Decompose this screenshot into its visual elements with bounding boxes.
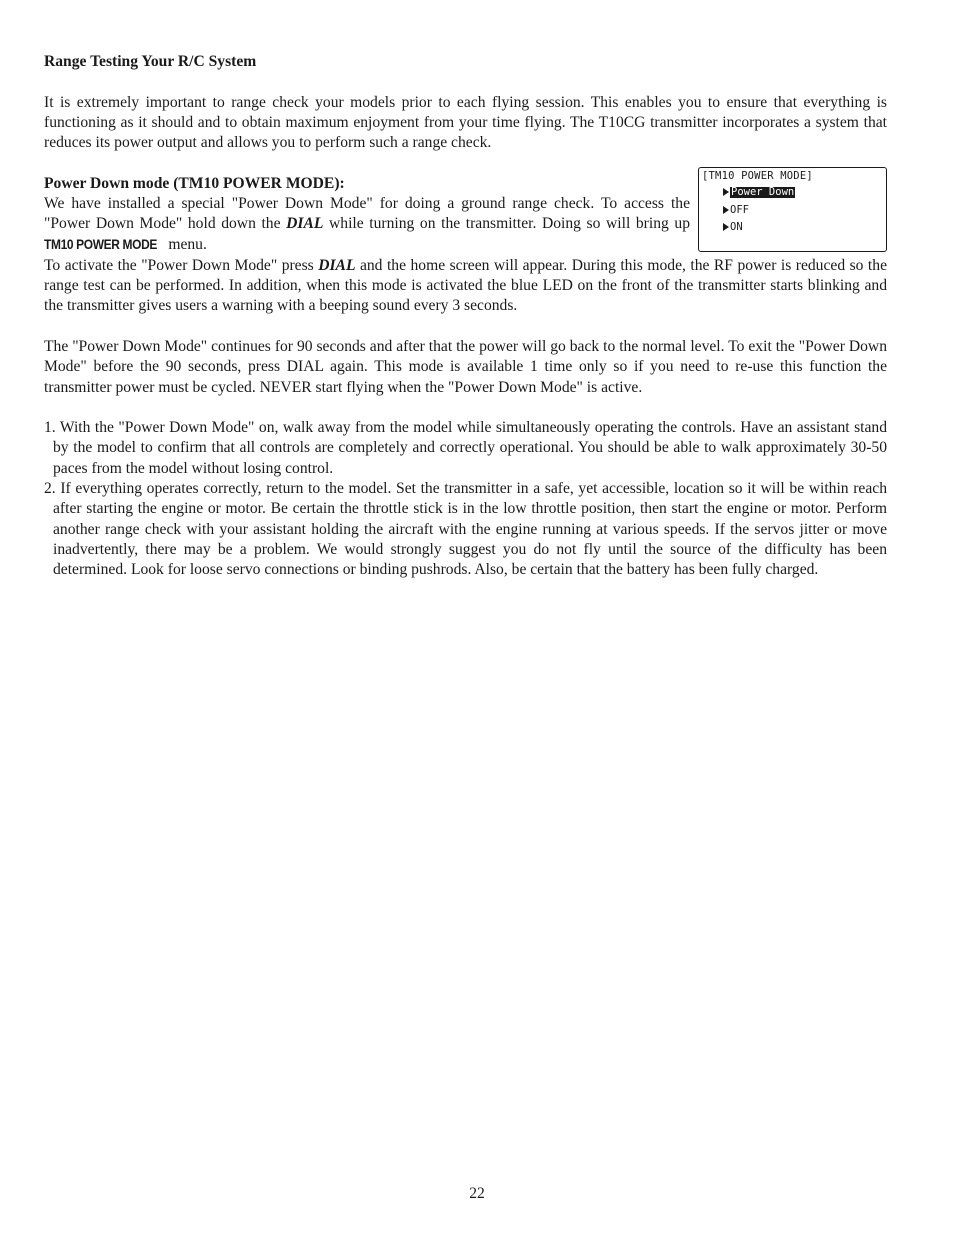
page-content (44, 52, 887, 581)
list-item: 1. With the "Power Down Mode" on, walk away from the model while simultaneously operating the controls. Have an assistant stand by the model to confirm that all controls are completely and correctly operational. You should be able to walk approximately 30-50 paces from the model without losing control. (44, 419, 887, 477)
lcd-title: [TM10 POWER MODE] (702, 169, 813, 182)
activate-text-1: To activate the "Power Down Mode" press (44, 256, 319, 274)
range-check-steps (44, 418, 887, 580)
continues-paragraph: The "Power Down Mode" continues for 90 seconds and after that the power will go back to the normal level. To exit the "Power Down Mode" before the 90 seconds, press DIAL again. This mode is available 1 time only so if you need to re-use this function the transmitter power must be cycled. NEVER start flying when the "Power Down Mode" is active. (44, 337, 887, 396)
lcd-item-power-down (723, 187, 795, 198)
list-item: 2. If everything operates correctly, return to the model. Set the transmitter in a safe, yet accessible, location so it will be within reach after starting the engine or motor. Be certain the throttle stick is in the low throttle position, then start the engine or motor. Perform another range check with your assistant holding the aircraft with the engine running at various speeds. If the servos jitter or move inadvertently, there may be a problem. We would strongly suggest you do not fly until the source of the difficulty has been determined. Look for loose servo connections or binding pushrods. Also, be certain that the battery has been fully charged. (44, 480, 887, 579)
dial-keyword: DIAL (286, 215, 324, 233)
triangle-right-icon (723, 223, 729, 231)
power-down-paragraph (44, 194, 690, 255)
page-number: 22 (469, 1185, 485, 1202)
power-down-subheading: Power Down mode (TM10 POWER MODE): (44, 174, 345, 192)
power-down-text-3: menu. (164, 235, 207, 253)
power-down-section (44, 169, 887, 256)
power-down-text-2: while turning on the transmitter. Doing so will bring up (323, 215, 691, 233)
lcd-item-on (723, 219, 743, 235)
triangle-right-icon (723, 188, 729, 196)
lcd-item-off (723, 202, 749, 218)
dial-keyword: DIAL (318, 256, 356, 274)
lcd-item-label: ON (730, 220, 743, 233)
intro-paragraph: It is extremely important to range check your models prior to each flying session. This enables you to ensure that everything is functioning as it should and to obtain maximum enjoyment from your time flying. The T10CG transmitter incorporates a system that reduces its power output and allows you to perform such a range check. (44, 93, 887, 152)
activate-text-2: and the home screen will appear. During this mode, the RF power is reduced so the range test can be performed. In addition, when this mode is activated the blue LED on the front of the transmitter starts blinking and the transmitter gives users a warning with a beeping sound every 3 seconds. (44, 256, 887, 315)
lcd-screen (698, 167, 887, 252)
activate-paragraph (44, 256, 887, 317)
section-heading: Range Testing Your R/C System (44, 53, 257, 70)
triangle-right-icon (723, 206, 729, 214)
lcd-item-label: OFF (730, 203, 749, 216)
power-down-text-1: We have installed a special "Power Down Mode" for doing a ground range check. To access the "Power Down Mode" hold down the (44, 195, 690, 233)
lcd-item-label: Power Down (731, 185, 795, 198)
menu-name: TM10 POWER MODE (44, 236, 158, 252)
